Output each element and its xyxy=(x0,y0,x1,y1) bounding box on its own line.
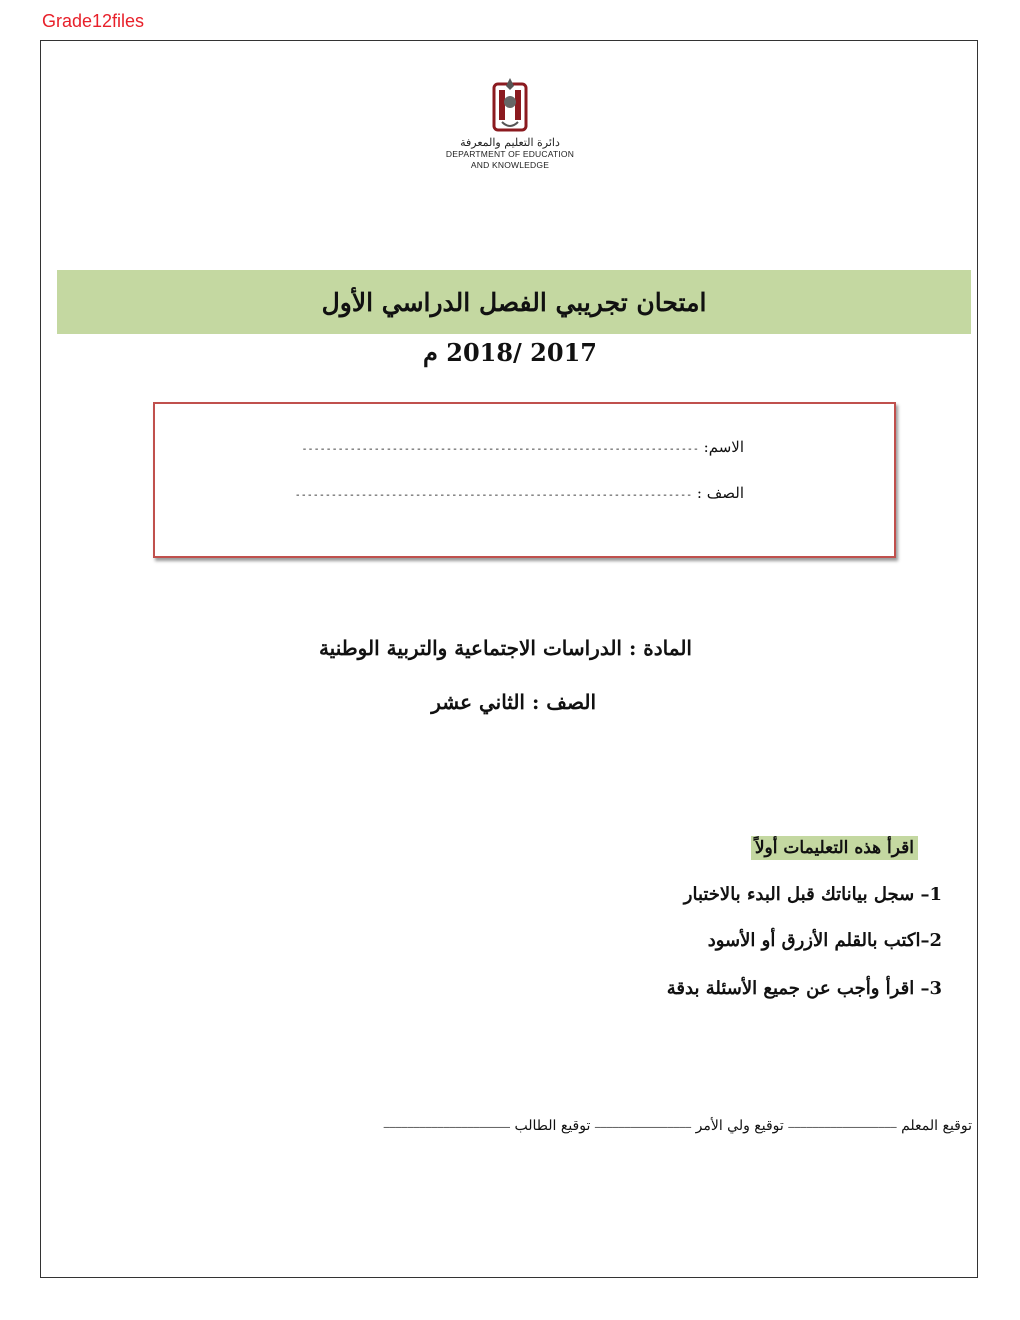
teacher-signature-label: توقيع المعلم xyxy=(901,1118,972,1134)
instruction-item: 1– سجل بياناتك قبل البدء بالاختبار xyxy=(683,884,942,905)
department-logo xyxy=(440,74,580,184)
instruction-item: 2–اكتب بالقلم الأزرق أو الأسود xyxy=(707,930,942,951)
instructions-heading: اقرأ هذه التعليمات أولاً xyxy=(751,836,918,860)
name-field xyxy=(302,438,744,456)
signature-line xyxy=(74,1118,972,1134)
logo-english-line2: AND KNOWLEDGE xyxy=(470,160,550,170)
name-dashes: ------------------------------------------------------------------ xyxy=(301,444,699,455)
class-label: الصف : xyxy=(696,484,744,502)
academic-year: 2017 /2018 م xyxy=(423,338,597,367)
class-field xyxy=(295,484,744,502)
exam-title: امتحان تجريبي الفصل الدراسي الأول xyxy=(321,287,707,317)
student-signature-label: توقيع الطالب xyxy=(514,1118,591,1134)
watermark-text: Grade12files xyxy=(42,11,145,31)
exam-title-bar xyxy=(57,270,971,334)
parent-signature-label: توقيع ولي الأمر xyxy=(695,1118,784,1134)
student-info-box xyxy=(153,402,896,558)
class-dashes: ------------------------------------------------------------------ xyxy=(294,490,693,501)
student-signature-dashes: ––––––––––––––––––––– xyxy=(383,1122,511,1133)
logo-english-line1: DEPARTMENT OF EDUCATION xyxy=(445,149,575,159)
subject-line: المادة : الدراسات الاجتماعية والتربية الوطنية xyxy=(318,636,692,660)
name-label: الاسم: xyxy=(703,438,744,456)
instruction-item: 3– اقرأ وأجب عن جميع الأسئلة بدقة xyxy=(666,978,942,999)
parent-signature-dashes: –––––––––––––––– xyxy=(594,1122,692,1133)
teacher-signature-dashes: –––––––––––––––––– xyxy=(788,1122,897,1133)
logo-arabic-name: دائرة التعليم والمعرفة xyxy=(460,136,560,149)
grade-line: الصف : الثاني عشر xyxy=(431,690,596,714)
emblem-icon xyxy=(490,74,530,134)
